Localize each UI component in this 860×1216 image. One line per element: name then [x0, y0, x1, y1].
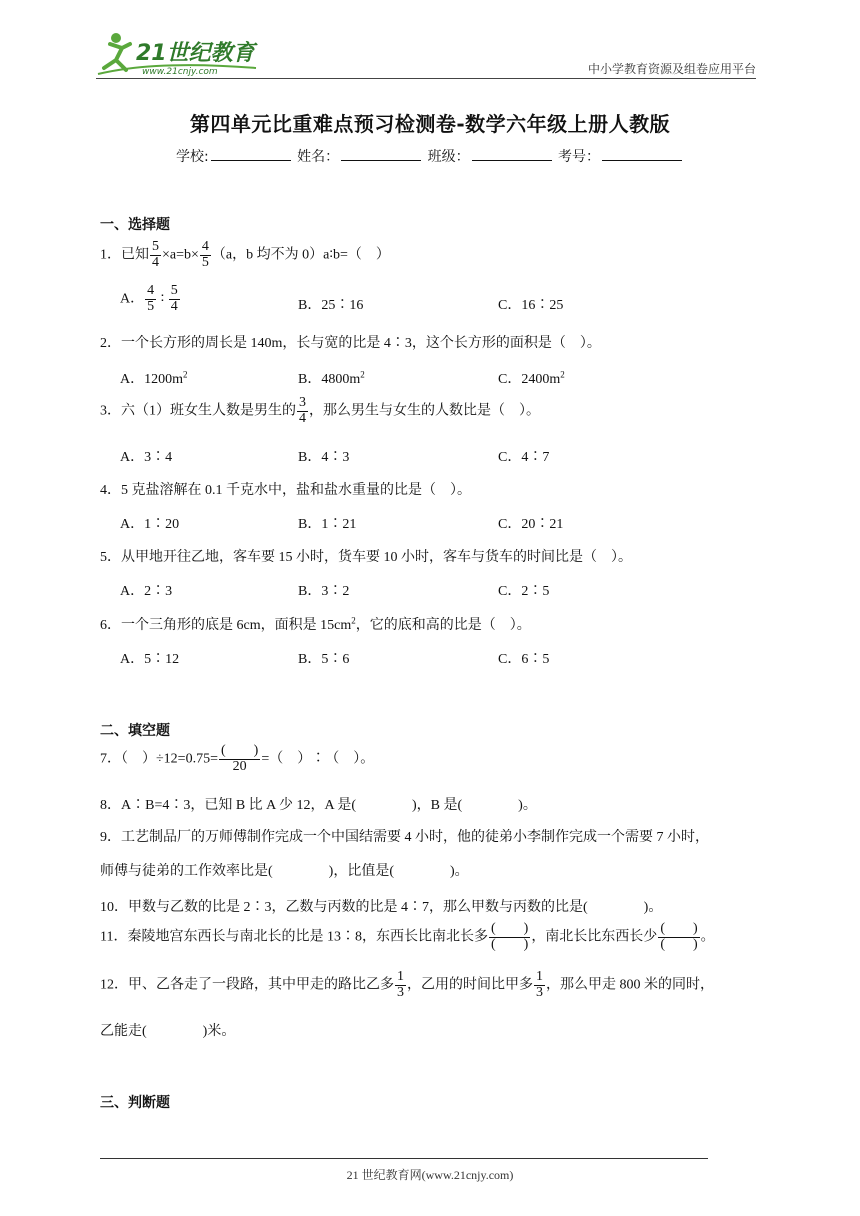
class-field[interactable] [472, 148, 552, 161]
question-9-line1: 9．工艺制品厂的万师傅制作完成一个中国结需要 4 小时，他的徒弟小李制作完成一个需要 7 小时， [100, 830, 709, 845]
q6-option-a[interactable]: A．5∶12 [120, 652, 180, 667]
section-fill-title: 二、填空题 [100, 723, 170, 739]
question-4: 4．5 克盐溶解在 0.1 千克水中，盐和盐水重量的比是（ ）。 [100, 483, 471, 498]
header-platform-text: 中小学教育资源及组卷应用平台 [587, 62, 756, 76]
question-8: 8．A∶B=4∶3，已知 B 比 A 少 12，A 是( )，B 是( )。 [100, 798, 537, 813]
question-5: 5．从甲地开往乙地，客车要 15 小时，货车要 10 小时，客车与货车的时间比是（ ）。 [100, 550, 632, 565]
section-judge-title: 三、判断题 [100, 1095, 170, 1111]
q4-option-a[interactable]: A．1∶20 [120, 517, 180, 532]
question-6: 6．一个三角形的底是 6cm，面积是 $15cm^2$，它的底和高的比是（ ）。 [100, 615, 531, 633]
q3-option-a[interactable]: A．3∶4 [120, 450, 173, 465]
question-12-line2: 乙能走( )米。 [100, 1024, 236, 1039]
q2-option-b[interactable]: B．$4800m^2$ [298, 369, 365, 387]
number-field[interactable] [602, 148, 682, 161]
page-title: 第四单元比重难点预习检测卷-数学六年级上册人教版 [189, 112, 671, 136]
q6-option-b[interactable]: B．5∶6 [298, 652, 350, 667]
school-field[interactable] [211, 148, 291, 161]
number-label: 考号： [558, 149, 601, 165]
q5-option-b[interactable]: B．3∶2 [298, 584, 350, 599]
q1-option-a[interactable]: A． $\frac{4}{5}$ ∶ $\frac{5}{4}$ [120, 283, 178, 314]
q1-option-b[interactable]: B．25∶16 [298, 298, 364, 313]
runner-logo-icon [96, 30, 266, 80]
q2-option-c[interactable]: C．$2400m^2$ [498, 369, 565, 387]
logo-url: www.21cnjy.com [142, 67, 218, 77]
fraction: $\frac{4}{5}$ [201, 239, 209, 270]
logo-text: 21世纪教育 [136, 41, 255, 66]
q1-option-c[interactable]: C．16∶25 [498, 298, 564, 313]
q4-option-b[interactable]: B．1∶21 [298, 517, 357, 532]
question-10: 10．甲数与乙数的比是 2∶3，乙数与丙数的比是 4∶7，那么甲数与丙数的比是( )。 [100, 900, 663, 915]
fraction: $\frac{5}{4}$ [152, 239, 159, 270]
q5-option-c[interactable]: C．2∶5 [498, 584, 550, 599]
question-1: 1．已知 $\frac{5}{4}$ ×a=b× $\frac{4}{5}$ （a，b 均不为 0）a∶b=（ ） [100, 239, 390, 270]
name-field[interactable] [341, 148, 421, 161]
footer-text: 21 世纪教育网(www.21cnjy.com) [346, 1168, 514, 1182]
q3-option-b[interactable]: B．4∶3 [298, 450, 350, 465]
question-11: 11．秦陵地宫东西长与南北长的比是 13∶8，东西长比南北长多 $\frac{( )}{( )}$ ，南北长比东西长少 $\frac{( )}{( )}$ 。 [100, 921, 715, 952]
footer-divider [100, 1158, 708, 1159]
name-label: 姓名： [297, 149, 340, 165]
q4-option-c[interactable]: C．20∶21 [498, 517, 564, 532]
question-2: 2．一个长方形的周长是 140m，长与宽的比是 4∶3，这个长方形的面积是（ ）。 [100, 336, 601, 351]
q5-option-a[interactable]: A．2∶3 [120, 584, 173, 599]
question-12: 12．甲、乙各走了一段路，其中甲走的路比乙多 $\frac{1}{3}$ ，乙用的时间比甲多 $\frac{1}{3}$ ，那么甲走 800 米的同时， [100, 969, 714, 1000]
school-label: 学校: [175, 149, 209, 165]
question-3: 3．六（1）班女生人数是男生的 $\frac{3}{4}$ ，那么男生与女生的人数比是（ ）。 [100, 395, 540, 426]
class-label: 班级： [427, 149, 470, 165]
question-9-line2: 师傅与徒弟的工作效率比是( )，比值是( )。 [100, 864, 469, 879]
question-7: 7．（ ）÷12=0.75= $\frac{( )}{20}$ =（ ）∶（ ）。 [100, 743, 375, 774]
section-choice-title: 一、选择题 [100, 217, 170, 233]
q2-option-a[interactable]: A．$1200m^2$ [120, 369, 188, 387]
q6-option-c[interactable]: C．6∶5 [498, 652, 550, 667]
site-logo [96, 30, 266, 80]
header-divider [96, 78, 756, 79]
student-info-row [0, 146, 860, 166]
q3-option-c[interactable]: C．4∶7 [498, 450, 550, 465]
